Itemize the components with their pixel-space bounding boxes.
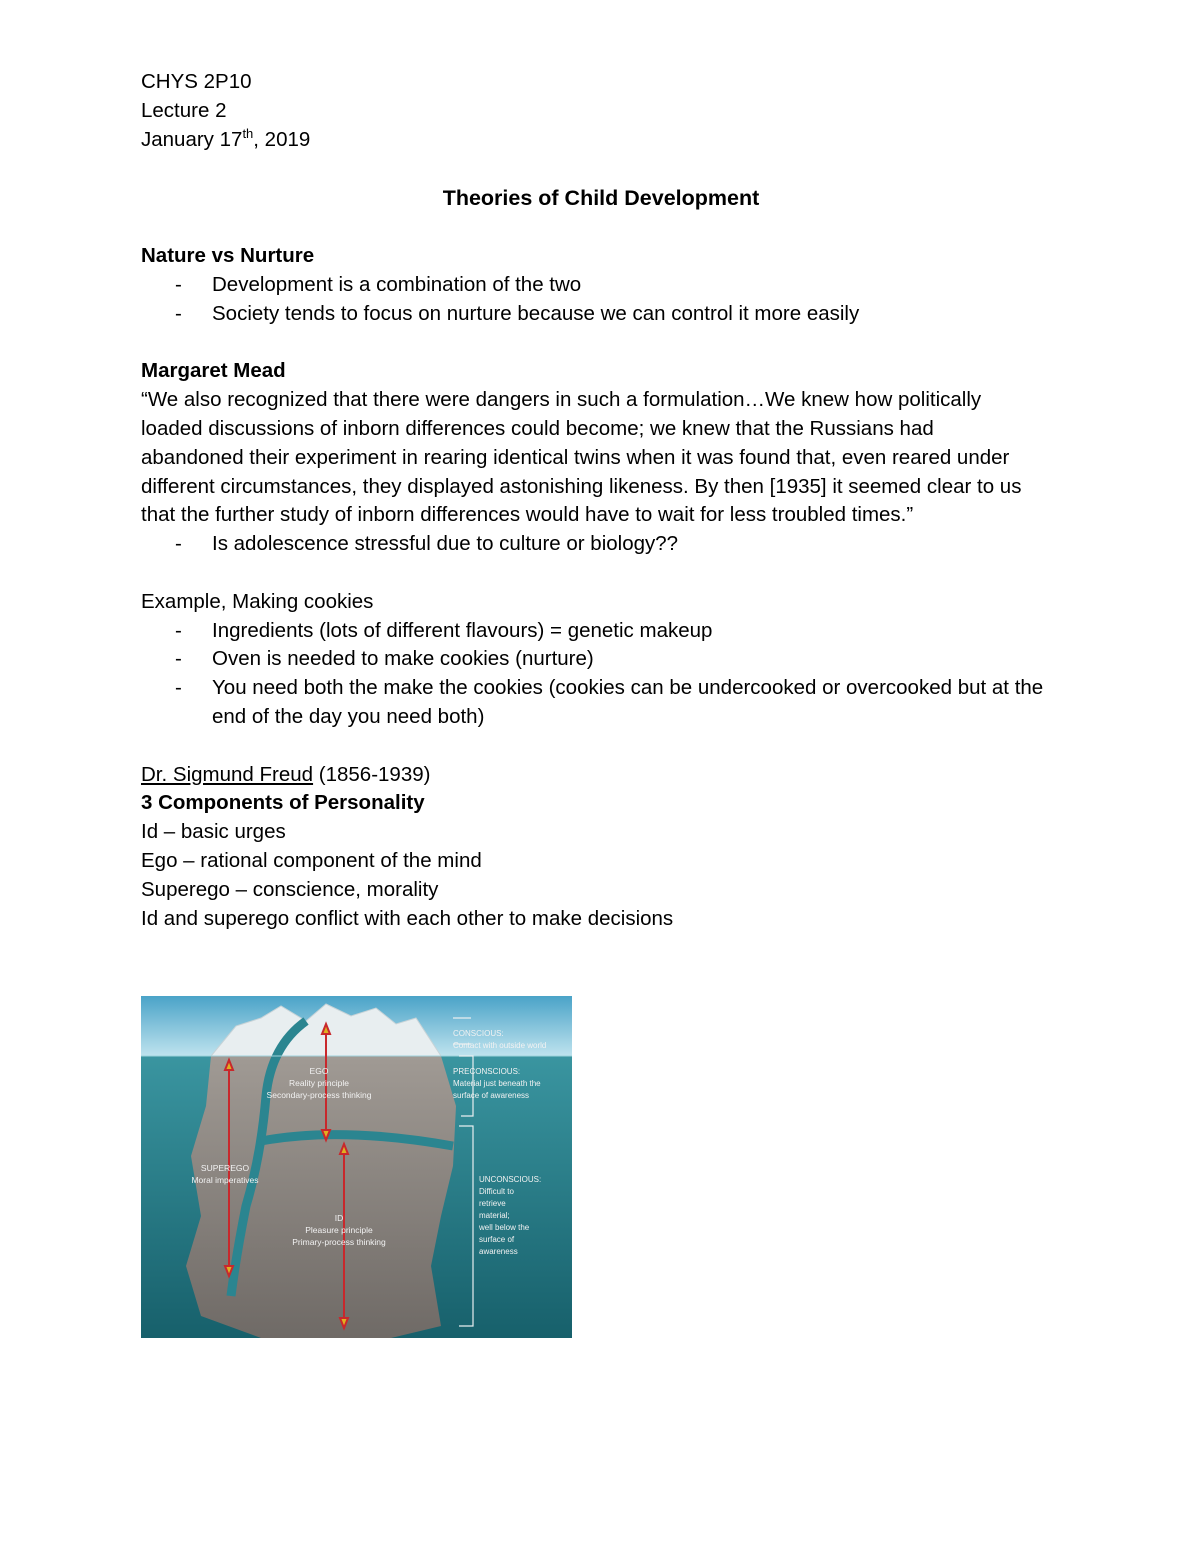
nature-list (141, 271, 1061, 329)
mead-list (141, 530, 1061, 559)
list-item-text: Ingredients (lots of different flavours) = genetic makeup (212, 618, 713, 642)
id-definition: Id – basic urges (141, 820, 286, 844)
page-title: Theories of Child Development (442, 186, 760, 211)
dash-bullet: - (175, 301, 182, 325)
conflict-statement: Id and superego conflict with each other to make decisions (141, 906, 674, 930)
cookies-list (141, 617, 1061, 732)
list-item-text: Society tends to focus on nurture because we can control it more easily (212, 301, 860, 325)
iceberg-diagram (141, 996, 572, 1338)
list-item (141, 271, 1061, 300)
unconscious-line-4: well below the (479, 1223, 530, 1232)
date-text: January 17 (141, 127, 243, 151)
section-heading-mead: Margaret Mead (141, 359, 286, 383)
preconscious-line-1: Material just beneath the (453, 1079, 541, 1088)
freud-years: (1856-1939) (313, 762, 431, 786)
id-line-1: Pleasure principle (305, 1225, 373, 1235)
ego-definition: Ego – rational component of the mind (141, 848, 482, 872)
preconscious-label: PRECONSCIOUS: (453, 1067, 521, 1076)
conscious-line-1: Contact with outside world (453, 1041, 547, 1050)
list-item (141, 530, 1061, 559)
id-label: ID (334, 1213, 344, 1223)
ego-line-1: Reality principle (289, 1078, 349, 1088)
document-page (141, 68, 1061, 933)
list-item (141, 300, 1061, 329)
freud-name: Dr. Sigmund Freud (141, 762, 314, 786)
lecture-date (141, 126, 1061, 155)
list-item (141, 617, 1061, 646)
list-item-text: You need both the make the cookies (cookies can be undercooked or overcooked but at the end of the day you need both) (212, 676, 1044, 728)
list-item-text: Development is a combination of the two (212, 272, 582, 296)
unconscious-line-6: awareness (479, 1247, 518, 1256)
dash-bullet: - (175, 618, 182, 642)
personality-subheading: 3 Components of Personality (141, 791, 425, 815)
list-item-text: Is adolescence stressful due to culture or biology?? (212, 532, 679, 556)
date-superscript: th (242, 125, 254, 141)
preconscious-line-2: surface of awareness (453, 1091, 530, 1100)
course-code: CHYS 2P10 (141, 70, 252, 93)
conscious-label: CONSCIOUS: (453, 1029, 504, 1038)
list-item-text: Oven is needed to make cookies (nurture) (212, 647, 594, 671)
unconscious-label: UNCONSCIOUS: (479, 1175, 542, 1184)
lecture-number: Lecture 2 (141, 98, 227, 122)
freud-heading (141, 761, 1061, 790)
superego-label: SUPEREGO (200, 1163, 250, 1173)
mead-quote: “We also recognized that there were dangers in such a formulation…We knew how politically loaded discussions of inborn differences could become; we knew that the Russians had abandoned their experiment in rearing identical twins when it was found that, even reared under different circumstances, they displayed astonishing likeness. By then [1935] it seemed clear to us that the further study of inborn differences would have to wait for less troubled times.” (141, 388, 1022, 527)
list-item (141, 674, 1052, 732)
dash-bullet: - (175, 676, 182, 700)
unconscious-line-3: material; (479, 1211, 510, 1220)
list-item (141, 645, 1061, 674)
ego-line-2: Secondary-process thinking (266, 1090, 372, 1100)
dash-bullet: - (175, 272, 182, 296)
superego-line-1: Moral imperatives (191, 1175, 259, 1185)
id-line-2: Primary-process thinking (292, 1237, 386, 1247)
section-heading-cookies: Example, Making cookies (141, 589, 374, 613)
dash-bullet: - (175, 647, 182, 671)
unconscious-line-1: Difficult to (479, 1187, 514, 1196)
date-year: , 2019 (253, 127, 311, 151)
section-heading-nature: Nature vs Nurture (141, 244, 315, 268)
unconscious-line-5: surface of (479, 1235, 515, 1244)
superego-definition: Superego – conscience, morality (141, 877, 439, 901)
dash-bullet: - (175, 532, 182, 556)
unconscious-line-2: retrieve (479, 1199, 506, 1208)
ego-label: EGO (309, 1066, 329, 1076)
